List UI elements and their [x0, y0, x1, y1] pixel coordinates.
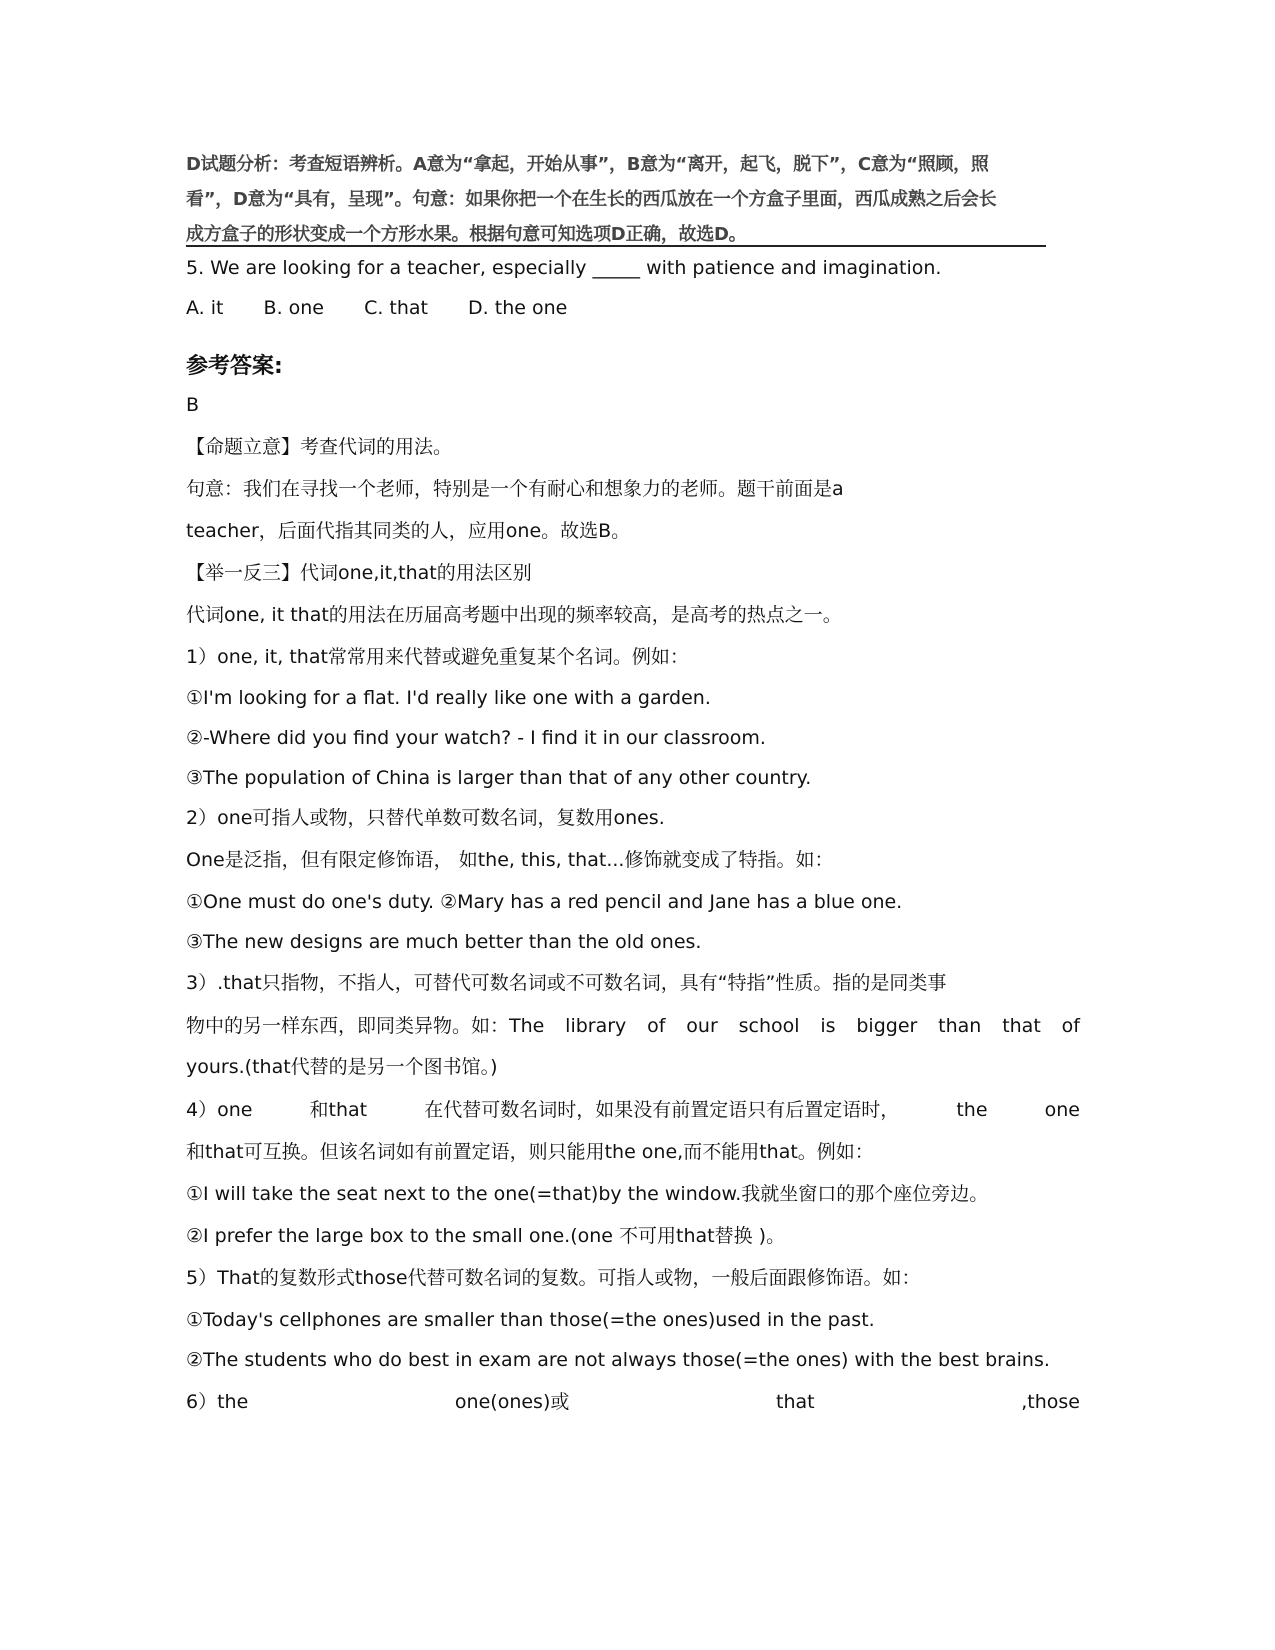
line-6: 1）one, it, that常常用来代替或避免重复某个名词。例如：	[186, 646, 689, 668]
line-12: ①One must do one's duty. ②Mary has a red pencil and Jane has a blue one.	[186, 891, 903, 913]
option-c: C. that	[364, 297, 428, 319]
word: is	[820, 1015, 836, 1037]
line-14: 3）.that只指物，不指人，可替代可数名词或不可数名词，具有“特指”性质。指的是同类事	[186, 972, 947, 994]
word: library	[565, 1015, 627, 1037]
question-options	[186, 295, 601, 321]
word: school	[738, 1015, 800, 1037]
option-b: B. one	[263, 297, 325, 319]
divider-line	[186, 245, 1046, 247]
word: bigger	[856, 1015, 918, 1037]
answer-value: B	[186, 394, 200, 416]
word: that	[1002, 1015, 1041, 1037]
line-7: ①I'm looking for a flat. I'd really like one with a garden.	[186, 687, 711, 709]
word: 和that	[309, 1099, 368, 1121]
line-23: ②The students who do best in exam are not always those(=the ones) with the best brains.	[186, 1349, 1050, 1371]
word: than	[938, 1015, 982, 1037]
line-19: ①I will take the seat next to the one(=that)by the window.我就坐窗口的那个座位旁边。	[186, 1183, 989, 1205]
word: of	[1061, 1015, 1080, 1037]
line-8: ②-Where did you find your watch? - I find it in our classroom.	[186, 727, 766, 749]
word: one	[1044, 1099, 1080, 1121]
line-17	[186, 1097, 1080, 1123]
word: 在代替可数名词时，如果没有前置定语只有后置定语时，	[424, 1099, 900, 1121]
line-3: teacher，后面代指其同类的人，应用one。故选B。	[186, 520, 631, 542]
line-10: 2）one可指人或物，只替代单数可数名词，复数用ones.	[186, 807, 665, 829]
line-2: 句意：我们在寻找一个老师，特别是一个有耐心和想象力的老师。题干前面是a	[186, 478, 844, 500]
word: 物中的另一样东西，即同类异物。如：The	[186, 1015, 545, 1037]
question-text: 5. We are looking for a teacher, especially _____ with patience and imagination.	[186, 257, 942, 279]
line-15	[186, 1013, 1080, 1039]
word: our	[686, 1015, 718, 1037]
line-5: 代词one, it that的用法在历届高考题中出现的频率较高，是高考的热点之一。	[186, 604, 842, 626]
line-13: ③The new designs are much better than the old ones.	[186, 931, 702, 953]
line-20: ②I prefer the large box to the small one.(one 不可用that替换 )。	[186, 1225, 786, 1247]
word: one(ones)或	[454, 1391, 570, 1413]
line-4: 【举一反三】代词one,it,that的用法区别	[186, 562, 532, 584]
word: 6）the	[186, 1391, 249, 1413]
word: that	[776, 1391, 815, 1413]
word: of	[647, 1015, 666, 1037]
word: 4）one	[186, 1099, 253, 1121]
line-1: 【命题立意】考查代词的用法。	[186, 436, 453, 458]
word: the	[956, 1099, 988, 1121]
answer-heading: 参考答案:	[186, 354, 283, 379]
line-24	[186, 1389, 1080, 1415]
line-22: ①Today's cellphones are smaller than those(=the ones)used in the past.	[186, 1309, 875, 1331]
line-9: ③The population of China is larger than that of any other country.	[186, 767, 812, 789]
option-a: A. it	[186, 297, 224, 319]
word: ,those	[1021, 1391, 1080, 1413]
analysis-image-text	[186, 147, 1046, 252]
line-21: 5）That的复数形式those代替可数名词的复数。可指人或物，一般后面跟修饰语。如：	[186, 1267, 921, 1289]
option-d: D. the one	[468, 297, 568, 319]
line-18: 和that可互换。但该名词如有前置定语，则只能用the one,而不能用that。例如：	[186, 1141, 874, 1163]
analysis-line: 看”，D意为“具有，呈现”。句意：如果你把一个在生长的西瓜放在一个方盒子里面，西瓜成熟之后会长	[186, 189, 997, 210]
line-16: yours.(that代替的是另一个图书馆。)	[186, 1056, 498, 1078]
analysis-line: 成方盒子的形状变成一个方形水果。根据句意可知选项D正确，故选D。	[186, 224, 747, 245]
line-11: One是泛指，但有限定修饰语， 如the, this, that...修饰就变成了特指。如：	[186, 849, 834, 871]
analysis-line: D试题分析：考查短语辨析。A意为“拿起，开始从事”，B意为“离开，起飞，脱下”，C意为“照顾，照	[186, 154, 989, 175]
